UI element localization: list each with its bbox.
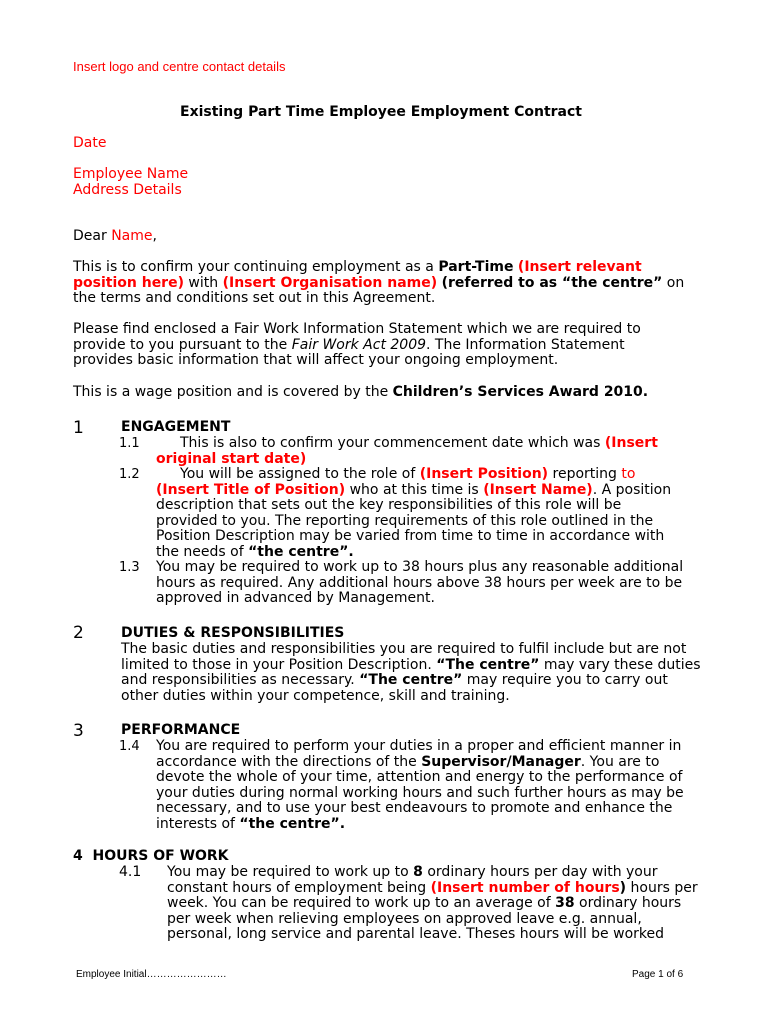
clause-text-description: . A position description that sets out the key responsibilities of this role will be provided to you. The reporting requirements of this role outlined in the Position Description may be varied from time to time in accordance with the needs of [156, 481, 672, 560]
employee-initial-line: Employee Initial…………………… [76, 969, 227, 980]
award-text: This is a wage position and is covered by the [73, 384, 393, 400]
section-2-heading: DUTIES & RESPONSIBILITIES [121, 625, 345, 641]
duties-text-2: may vary these duties and responsibilities as necessary. [121, 656, 701, 689]
fair-work-act: Fair Work Act 2009 [291, 336, 427, 353]
clause-text: You may be required to work up to 38 hours plus any reasonable additional hours as required. Any additional hours above 38 hours per week are to be approved in advanced by Management. [156, 559, 684, 607]
average-weekly-hours: 38 [555, 895, 575, 912]
section-1-number: 1 [73, 418, 84, 438]
intro-text: This is to confirm your continuing employment as a [73, 259, 439, 275]
start-date-placeholder: (Insert original start date) [156, 435, 658, 467]
clause-number: 1.4 [119, 739, 140, 754]
number-of-hours-placeholder: (Insert number of hours [430, 879, 620, 896]
employment-type: Part-Time [438, 259, 514, 275]
clause-text-4: ordinary hours per week when relieving employees on approved leave e.g. annual, personal, long service and parental leave. Theses hours will be worked [167, 895, 682, 943]
clause-number: 1.3 [119, 560, 140, 575]
fwis-text-2: . The Information Statement provides basic information that will affect your ongoing employment. [73, 336, 625, 369]
clause-text-2: ordinary hours per day with your constant hours of employment being [167, 864, 658, 896]
intro-paragraph [73, 260, 703, 307]
section-3-heading: PERFORMANCE [121, 722, 241, 738]
clause-number: 4.1 [119, 864, 142, 880]
clause-text: You are required to perform your duties in a proper and efficient manner in accordance with the directions of the [156, 738, 682, 770]
clause-text: You will be assigned to the role of [180, 466, 420, 482]
fwis-text: Please find enclosed a Fair Work Information Statement which we are required to provide to you pursuant to the [73, 321, 641, 353]
clause-text-reporting: reporting [548, 466, 622, 482]
the-centre: “the centre”. [239, 815, 346, 832]
page-number: Page 1 of 6 [632, 969, 684, 980]
section-4-heading [73, 849, 229, 865]
the-centre: “The centre” [436, 656, 540, 673]
closing-paren: ) [619, 879, 627, 896]
referred-as-centre: (referred to as “the centre” [441, 274, 663, 291]
date-field: Date [73, 135, 107, 151]
duties-text: The basic duties and responsibilities you are required to fulfil include but are not limited to those in your Position Description. [121, 641, 687, 673]
section-2-number: 2 [73, 623, 84, 643]
clause-1-3 [119, 559, 696, 607]
clause-text-2: . You are to devote the whole of your time, attention and energy to the performance of your duties during normal working hours and such further hours as may be necessary, and to use your best endeavours to promote and enhance the interests of [156, 753, 684, 832]
clause-1-2 [119, 466, 686, 561]
section-3-number: 3 [73, 721, 84, 741]
intro-terms: on the terms and conditions set out in this Agreement. [73, 274, 685, 307]
salutation-suffix: , [152, 228, 157, 244]
the-centre: “The centre” [359, 672, 463, 689]
position-placeholder: (Insert Position) [419, 466, 549, 482]
clause-number: 1.1 [119, 436, 140, 451]
award-paragraph [73, 385, 713, 401]
section-4-number: 4 [73, 848, 83, 864]
clause-text: This is also to confirm your commencement date which was [180, 435, 605, 451]
clause-1-1 [119, 435, 686, 467]
clause-text-3: hours per week. You can be required to work up to an average of [167, 879, 698, 912]
position-placeholder: (Insert relevant position here) [73, 259, 642, 291]
name-placeholder: (Insert Name) [483, 481, 593, 498]
duties-text-3: may require you to carry out other duties within your competence, skill and training. [121, 672, 668, 704]
document-title: Existing Part Time Employee Employment Contract [180, 104, 582, 120]
fair-work-paragraph [73, 322, 673, 369]
section-4-title: HOURS OF WORK [92, 848, 229, 864]
clause-number: 1.2 [119, 467, 140, 482]
title-of-position-placeholder: (Insert Title of Position) [156, 481, 346, 498]
section-1-heading: ENGAGEMENT [121, 419, 231, 435]
clause-text-who: who at this time is [345, 481, 484, 498]
organisation-placeholder: (Insert Organisation name) [222, 274, 438, 291]
salutation-name: Name [111, 228, 153, 244]
logo-placeholder-note: Insert logo and centre contact details [73, 59, 286, 74]
clause-1-4 [119, 738, 701, 833]
clause-4-1 [119, 864, 702, 943]
salutation [73, 229, 157, 245]
employee-name-field: Employee Name [73, 166, 189, 182]
intro-with: with [183, 274, 223, 291]
award-name: Children’s Services Award 2010. [392, 384, 649, 400]
supervisor-manager: Supervisor/Manager [421, 753, 581, 770]
address-field: Address Details [73, 182, 182, 198]
section-2-body [121, 642, 701, 704]
clause-text-to: to [621, 466, 636, 482]
max-daily-hours: 8 [413, 864, 423, 880]
salutation-prefix: Dear [73, 228, 112, 244]
clause-text: You may be required to work up to [167, 864, 414, 880]
the-centre: “the centre”. [248, 543, 354, 560]
